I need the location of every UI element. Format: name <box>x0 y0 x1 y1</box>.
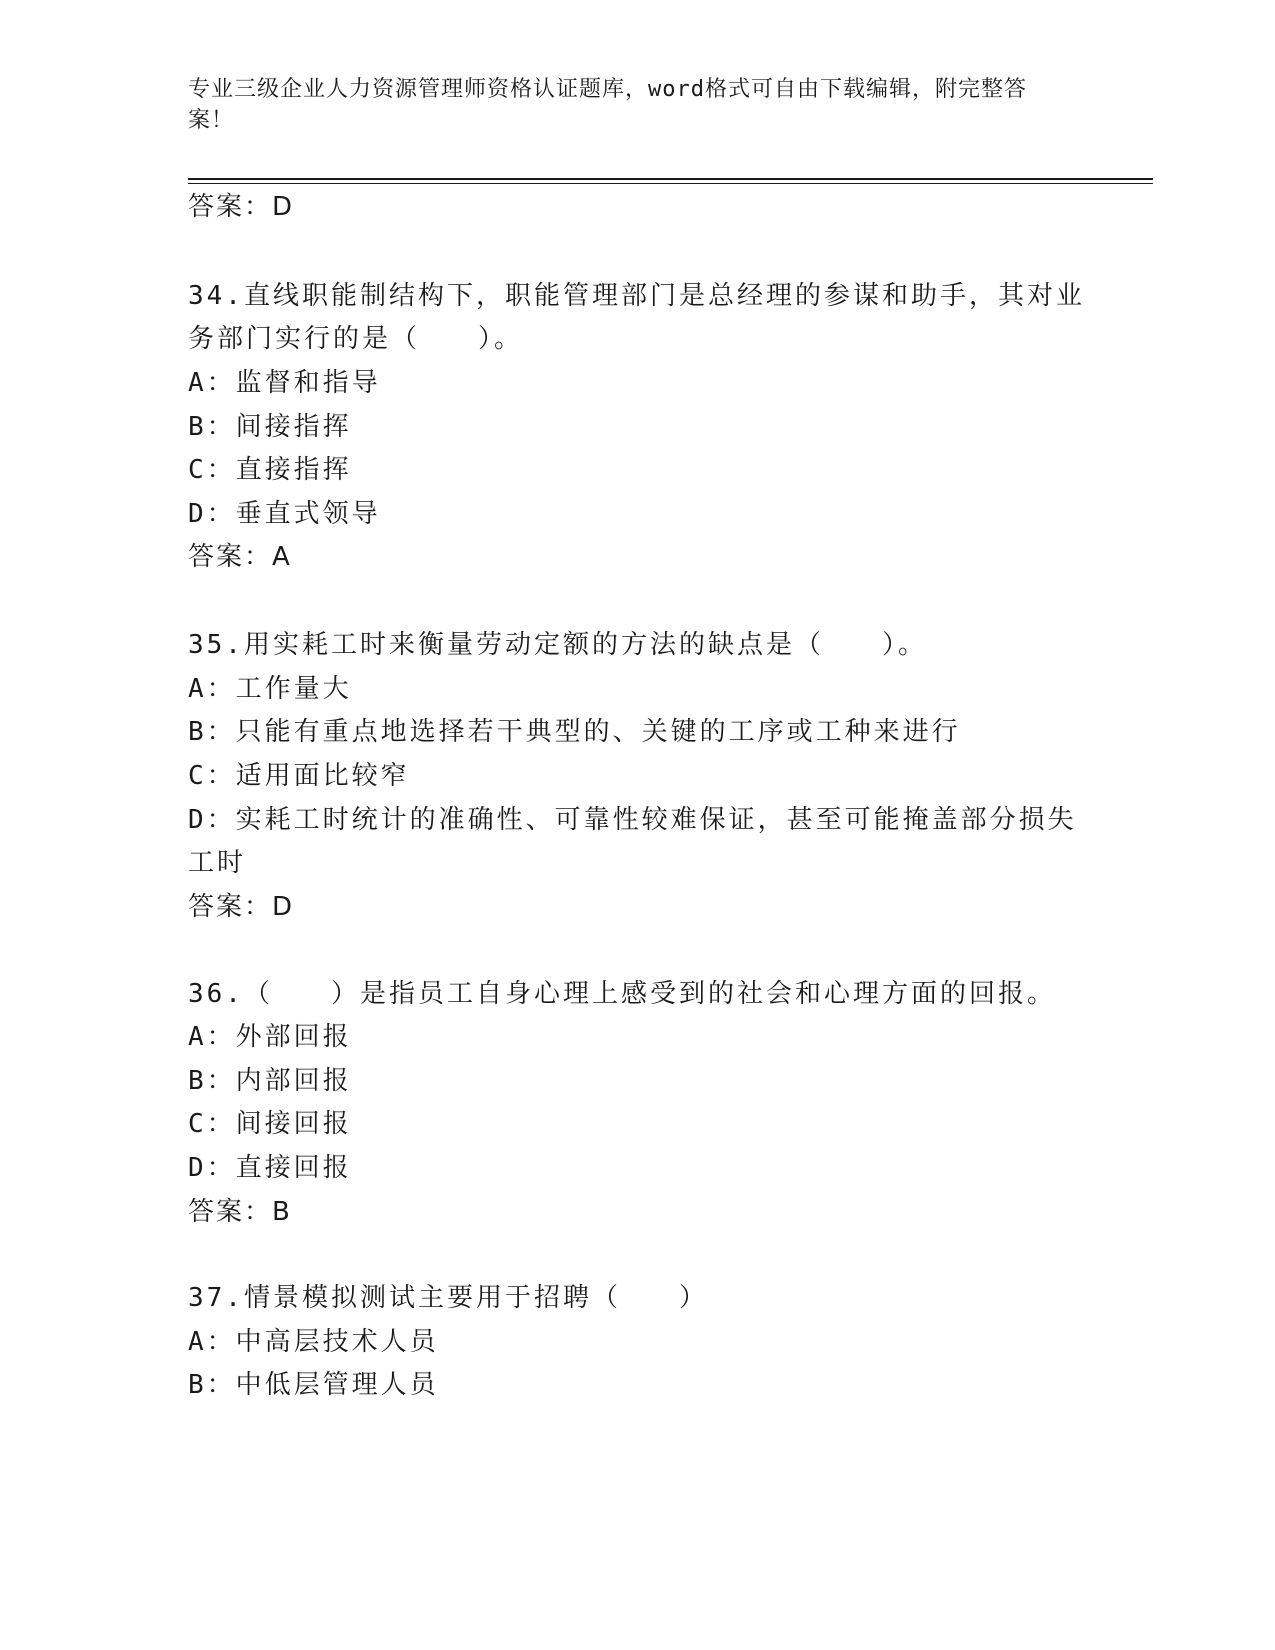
question-36-option-b: B：内部回报 <box>188 1066 352 1096</box>
question-37-stem-line1: 37.情景模拟测试主要用于招聘（ ） <box>188 1283 708 1313</box>
question-35-option-b: B：只能有重点地选择若干典型的、关键的工序或工种来进行 <box>188 717 961 747</box>
question-35-option-d: D：实耗工时统计的准确性、可靠性较难保证，甚至可能掩盖部分损失 <box>188 805 1077 835</box>
question-36-stem-line1: 36.（ ）是指员工自身心理上感受到的社会和心理方面的回报。 <box>188 979 1056 1009</box>
answer-prev: 答案：D <box>188 192 295 222</box>
question-36-option-d: D：直接回报 <box>188 1153 352 1183</box>
question-35-option-c: C：适用面比较窄 <box>188 761 410 791</box>
question-34-option-d: D：垂直式领导 <box>188 499 381 529</box>
document-header: 专业三级企业人力资源管理师资格认证题库，word格式可自由下载编辑，附完整答案！ <box>188 77 1027 133</box>
question-34-answer: 答案：A <box>188 542 292 572</box>
question-37-option-b: B：中低层管理人员 <box>188 1370 439 1400</box>
question-36-option-a: A：外部回报 <box>188 1022 352 1052</box>
question-34-stem-line1: 34.直线职能制结构下，职能管理部门是总经理的参谋和助手，其对业 <box>188 281 1085 311</box>
question-34-option-c: C：直接指挥 <box>188 455 352 485</box>
question-36-answer: 答案：B <box>188 1197 292 1227</box>
question-35-option-d-cont: 工时 <box>188 848 247 878</box>
question-35-answer: 答案：D <box>188 892 295 922</box>
question-36-option-c: C：间接回报 <box>188 1109 352 1139</box>
header-rule-thin <box>188 183 1153 184</box>
question-34-option-a: A：监督和指导 <box>188 368 381 398</box>
question-35-stem-line1: 35.用实耗工时来衡量劳动定额的方法的缺点是（ ）。 <box>188 630 927 660</box>
header-rule <box>188 178 1153 180</box>
question-34-stem-line2: 务部门实行的是（ ）。 <box>188 324 524 354</box>
question-34-option-b: B：间接指挥 <box>188 412 352 442</box>
question-35-option-a: A：工作量大 <box>188 674 352 704</box>
question-37-option-a: A：中高层技术人员 <box>188 1327 439 1357</box>
